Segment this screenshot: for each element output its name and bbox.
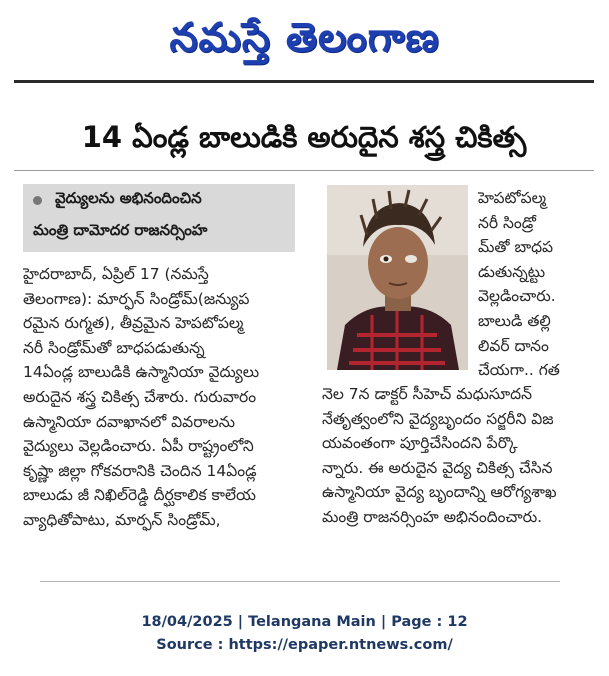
body-line: కృష్ణా జిల్లా గోకవరానికి చెందిన 14ఏండ్ల <box>23 461 257 480</box>
headline-divider <box>14 170 594 171</box>
article-headline: 14 ఏండ్ల బాలుడికి అరుదైన శస్త్ర చికిత్స <box>81 120 527 154</box>
body-line: ఉస్మానియా దవాఖానలో వివరాలను <box>23 412 235 431</box>
article-subhead-box <box>23 184 295 252</box>
body-line: హైదరాబాద్, ఏప్రిల్ 17 (నమస్తే <box>23 265 209 283</box>
right-line: చేయగా.. గత <box>478 361 560 380</box>
article-bottom-block <box>322 382 600 530</box>
bottom-line: న్నారు. ఈ అరుదైన వైద్య చికిత్స చేసిన <box>322 458 553 477</box>
article-right-column <box>478 186 596 383</box>
body-line: 14ఏండ్ల బాలుడికి ఉస్మానియా వైద్యులు <box>23 363 260 382</box>
photo-illustration <box>327 185 468 370</box>
right-line: డుతున్నట్టు <box>478 262 546 281</box>
right-line: వెల్లడించారు. <box>478 287 556 306</box>
body-line: బాలుడు జీ నిఖిల్‌రెడ్డి దీర్ఘకాలిక కాలేయ <box>23 486 256 505</box>
article-body-column <box>23 262 305 533</box>
footer-source: Source : https://epaper.ntnews.com/ <box>156 637 453 653</box>
bottom-line: నెల 7న డాక్టర్ సీహెచ్ మధుసూదన్ <box>322 385 532 403</box>
newspaper-masthead: నమస్తే తెలంగాణ <box>169 15 440 61</box>
bottom-line: మంత్రి రాజనర్సింహ అభినందించారు. <box>322 507 543 526</box>
bottom-line: ఉస్మానియా వైద్య బృందాన్ని ఆరోగ్యశాఖ <box>322 483 557 502</box>
bottom-line: నేతృత్వంలోని వైద్యబృందం సర్జరీని విజ <box>322 409 554 428</box>
body-line: రమైన రుగ్మత), తీవ్రమైన హెపటోపల్మ <box>23 314 244 333</box>
right-line: బాలుడి తల్లి <box>478 311 551 330</box>
bottom-line: యవంతంగా పూర్తిచేసిందని పేర్కొ <box>322 434 518 453</box>
right-line: హెపటోపల్మ <box>478 189 547 207</box>
masthead-divider <box>14 80 594 83</box>
boy-patient-photo <box>327 185 468 370</box>
bullet-icon <box>33 196 42 205</box>
right-line: మ్‌తో బాధప <box>478 238 554 257</box>
footer-date-edition: 18/04/2025 | Telangana Main | Page : 12 <box>141 614 468 630</box>
body-line: వైద్యులు వెల్లడించారు. ఏపీ రాష్ట్రంలోని <box>23 437 254 456</box>
body-line: అరుదైన శస్త్ర చికిత్స చేశారు. గురువారం <box>23 387 257 406</box>
body-line: నరీ సిండ్రోమ్‌తో బాధపడుతున్న <box>23 338 205 357</box>
body-line: వ్యాధితోపాటు, మార్ఫన్ సిండ్రోమ్, <box>23 510 221 529</box>
subhead-line-1: వైద్యులను అభినందించిన <box>55 189 202 207</box>
body-line: తెలంగాణ): మార్ఫన్ సిండ్రోమ్(జన్యుప <box>23 289 250 308</box>
footer-divider <box>40 581 560 582</box>
right-line: నరీ సిండ్రో <box>478 213 536 232</box>
right-line: లివర్ దానం <box>478 336 549 355</box>
subhead-line-2: మంత్రి దామోదర రాజనర్సింహ <box>33 221 208 239</box>
